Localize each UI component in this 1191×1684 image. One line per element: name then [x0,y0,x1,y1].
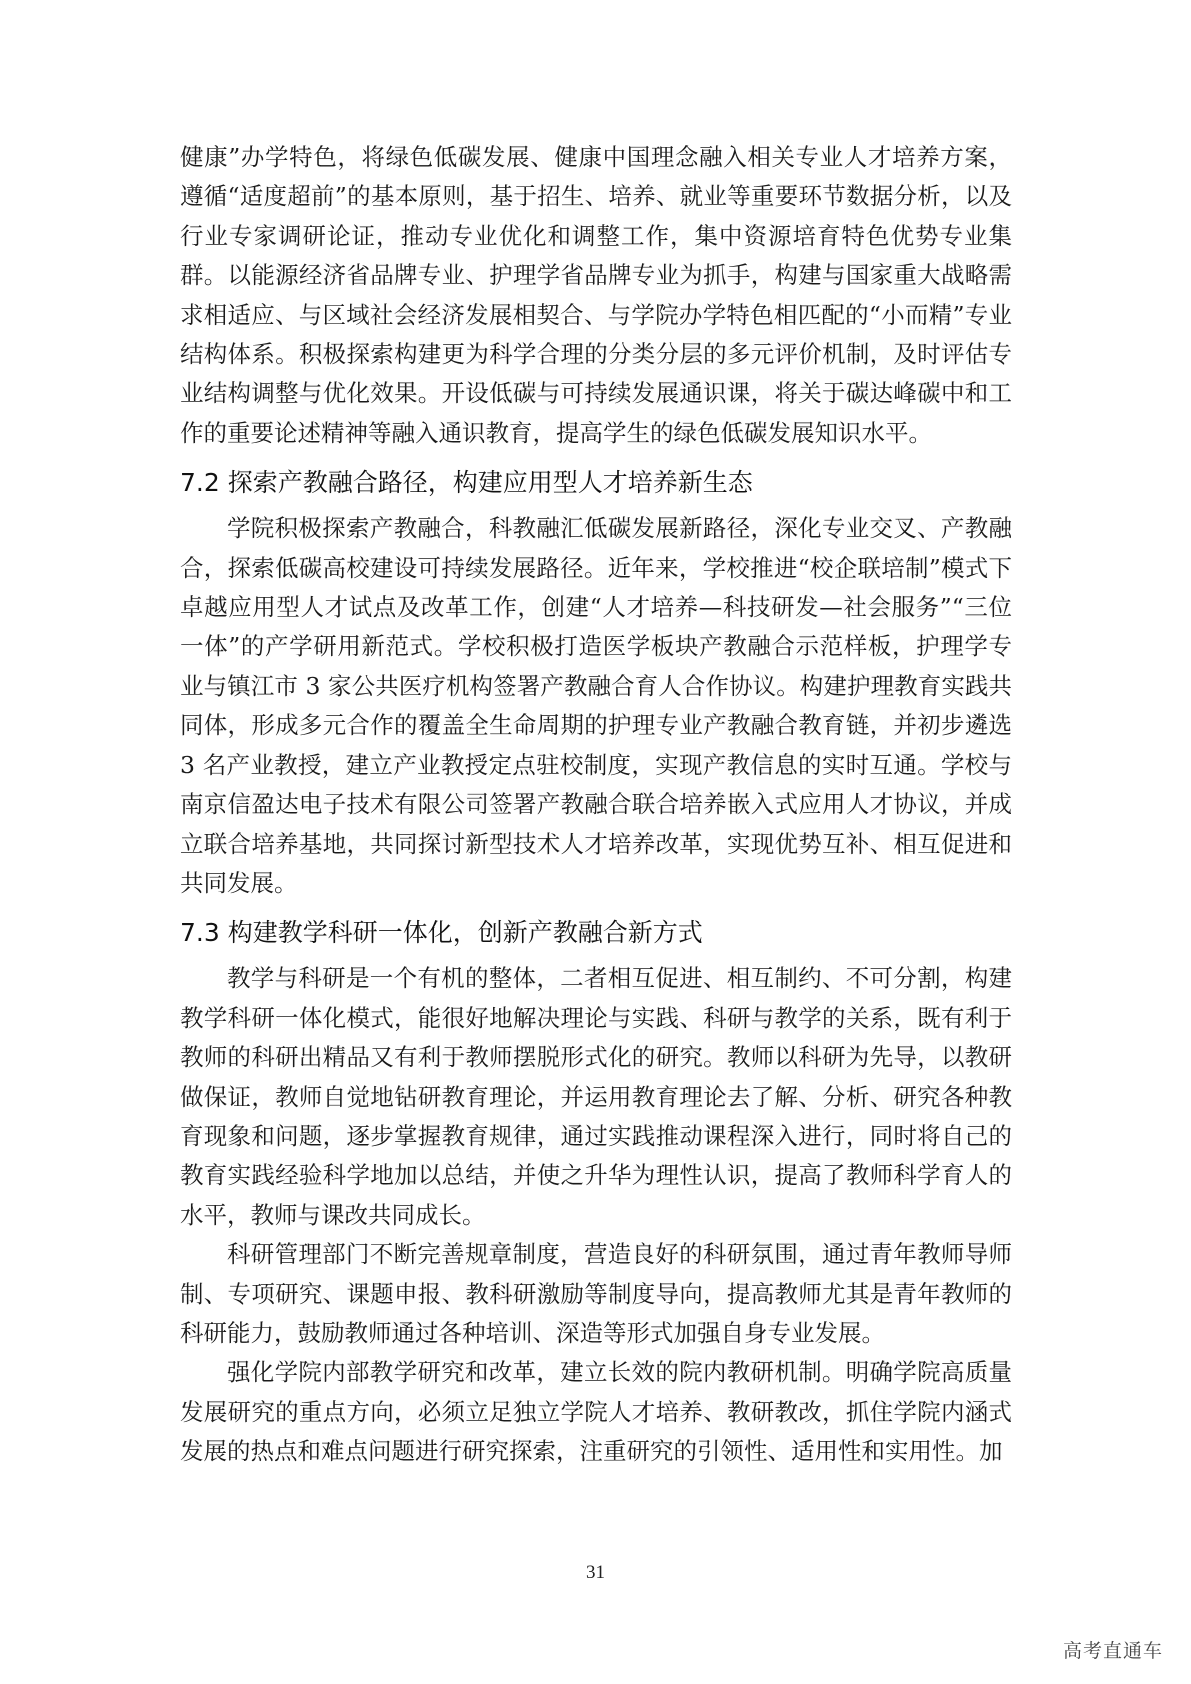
paragraph: 科研管理部门不断完善规章制度，营造良好的科研氛围，通过青年教师导师制、专项研究、课题申报、教科研激励等制度导向，提高教师尤其是青年教师的科研能力，鼓励教师通过各种培训、深造等形式加强自身专业发展。 [180,1240,1012,1347]
page-number: 31 [586,1562,605,1583]
watermark-text: 高考直通车 [1062,1640,1163,1662]
continued-paragraph: 健康”办学特色，将绿色低碳发展、健康中国理念融入相关专业人才培养方案，遵循“适度超前”的基本原则，基于招生、培养、就业等重要环节数据分析，以及行业专家调研论证，推动专业优化和调整工作，集中资源培育特色优势专业集群。以能源经济省品牌专业、护理学省品牌专业为抓手，构建与国家重大战略需求相适应、与区域社会经济发展相契合、与学院办学特色相匹配的“小而精”专业结构体系。积极探索构建更为科学合理的分类分层的多元评价机制，及时评估专业结构调整与优化效果。开设低碳与可持续发展通识课，将关于碳达峰碳中和工作的重要论述精神等融入通识教育，提高学生的绿色低碳发展知识水平。 [180,143,1012,447]
paragraph: 强化学院内部教学研究和改革，建立长效的院内教研机制。明确学院高质量发展研究的重点方向，必须立足独立学院人才培养、教研教改，抓住学院内涵式发展的热点和难点问题进行研究探索，注重研究的引领性、适用性和实用性。加 [180,1358,1012,1466]
section-heading-7-3: 7.3 构建教学科研一体化，创新产教融合新方式 [180,918,703,948]
paragraph: 学院积极探索产教融合，科教融汇低碳发展新路径，深化专业交叉、产教融合，探索低碳高校建设可持续发展路径。近年来，学校推进“校企联培制”模式下卓越应用型人才试点及改革工作，创建“人才培养—科技研发—社会服务”“三位一体”的产学研用新范式。学校积极打造医学板块产教融合示范样板，护理学专业与镇江市 3 家公共医疗机构签署产教融合育人合作协议。构建护理教育实践共同体，形成多元合作的覆盖全生命周期的护理专业产教融合教育链，并初步遴选 3 名产业教授，建立产业教授定点驻校制度，实现产教信息的实时互通。学校与南京信盈达电子技术有限公司签署产教融合联合培养嵌入式应用人才协议，并成立联合培养基地，共同探讨新型技术人才培养改革，实现优势互补、相互促进和共同发展。 [180,514,1012,897]
section-heading-7-2: 7.2 探索产教融合路径，构建应用型人才培养新生态 [180,468,753,498]
paragraph: 教学与科研是一个有机的整体，二者相互促进、相互制约、不可分割，构建教学科研一体化模式，能很好地解决理论与实践、科研与教学的关系，既有利于教师的科研出精品又有利于教师摆脱形式化的研究。教师以科研为先导，以教研做保证，教师自觉地钻研教育理论，并运用教育理论去了解、分析、研究各种教育现象和问题，逐步掌握教育规律，通过实践推动课程深入进行，同时将自己的教育实践经验科学地加以总结，并使之升华为理性认识，提高了教师科学育人的水平，教师与课改共同成长。 [180,964,1012,1229]
page-content [180,138,1012,1472]
